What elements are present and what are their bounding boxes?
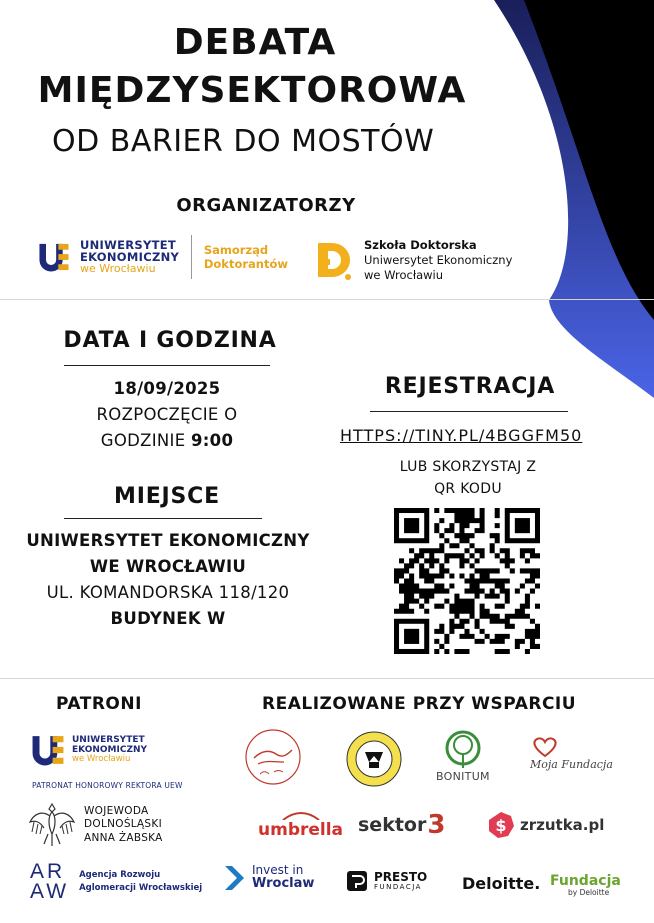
patrons-heading: PATRONI [56, 694, 142, 714]
zrzutka-text: zrzutka.pl [520, 816, 605, 834]
samorzad-line-2: Doktorantów [203, 257, 288, 271]
svg-text:$: $ [495, 816, 507, 835]
araw-mark-top: AR [30, 860, 66, 883]
sektor3-logo [358, 810, 445, 840]
patron-ue-3: we Wrocławiu [72, 753, 131, 764]
moja-fundacja-logo [530, 736, 613, 771]
presto-icon [346, 870, 368, 892]
presto-logo [346, 870, 427, 892]
zrzutka-icon [486, 810, 516, 840]
ue-logo [38, 234, 288, 280]
araw-mark-bottom: AW [30, 880, 70, 903]
fundacja-text: Fundacja [550, 873, 621, 889]
bonitum-logo [436, 730, 490, 783]
patron-ue-2: EKONOMICZNY [72, 744, 148, 755]
date-underline [64, 365, 270, 366]
sd-line-3: we Wrocławiu [364, 267, 444, 282]
divider-bottom [0, 678, 654, 679]
sd-mark-icon [314, 239, 354, 281]
title-line-2: MIĘDZYSEKTOROWA [37, 70, 467, 111]
ue-name-3: we Wrocławiu [79, 262, 156, 276]
start-time: 9:00 [190, 431, 234, 450]
heart-icon [530, 736, 560, 758]
patron-ue-caption: PATRONAT HONOROWY REKTORA UEW [32, 781, 183, 790]
place-line-1: UNIWERSYTET EKONOMICZNY [26, 531, 310, 550]
osrodek-polityki-logo [345, 730, 403, 788]
invest-line-2: Wroclaw [252, 876, 315, 892]
sd-line-2: Uniwersytet Ekonomiczny [364, 252, 513, 267]
registration-heading: REJESTRACJA [384, 374, 556, 399]
bonitum-text: BONITUM [436, 770, 490, 783]
registration-link[interactable]: HTTPS://TINY.PL/4BGGFM50 [340, 426, 583, 445]
place-line-3: UL. KOMANDORSKA 118/120 [46, 583, 290, 602]
ue-mark-icon [38, 235, 70, 279]
deloitte-text: Deloitte. [462, 874, 541, 893]
moja-fundacja-text: Moja Fundacja [530, 758, 613, 771]
umbrella-logo [258, 810, 343, 840]
support-heading: REALIZOWANE PRZY WSPARCIU [262, 694, 577, 714]
place-line-2: WE WROCŁAWIU [89, 557, 247, 576]
registration-alt-1: LUB SKORZYSTAJ Z [399, 459, 537, 475]
eagle-emblem-icon [28, 800, 76, 850]
sd-line-1: Szkoła Doktorska [364, 238, 477, 252]
wojewoda-line-1: WOJEWODA [84, 804, 149, 817]
umbrella-arc-icon [281, 810, 321, 820]
patron-ue-mark-icon [30, 733, 66, 767]
deloitte-logo [462, 874, 540, 893]
sektor-number: 3 [427, 810, 446, 840]
araw-line-1: Agencja Rozwoju [79, 870, 161, 881]
place-heading: MIEJSCE [114, 484, 220, 509]
subtitle: OD BARIER DO MOSTÓW [52, 124, 435, 159]
event-date: 18/09/2025 [113, 379, 221, 398]
presto-line-1: PRESTO [374, 870, 428, 885]
start-line-1: ROZPOCZĘCIE O [96, 405, 238, 424]
registration-alt-2: QR KODU [434, 481, 502, 497]
invest-line-1: Invest in [252, 863, 304, 878]
title-line-1: DEBATA [173, 22, 337, 63]
sektor-text: sektor [358, 814, 427, 836]
wojewoda-logo [28, 800, 163, 850]
invest-in-wroclaw-logo [222, 864, 314, 892]
by-deloitte-text: by Deloitte [568, 888, 610, 897]
place-line-4: BUDYNEK W [110, 609, 226, 628]
zrzutka-logo [486, 810, 604, 840]
bonitum-tree-icon [443, 730, 483, 770]
presto-line-2: FUNDACJA [374, 882, 422, 891]
organizers-heading: ORGANIZATORZY [176, 195, 356, 216]
place-underline [64, 518, 262, 519]
ue-name-2: EKONOMICZNY [79, 250, 180, 265]
qr-code[interactable] [394, 508, 540, 654]
chevron-arrow-icon [222, 864, 248, 892]
wojewoda-line-3: ANNA ŻABSKA [84, 831, 163, 844]
samorzad-line-1: Samorząd [203, 242, 269, 257]
umbrella-text: umbrella [258, 820, 344, 840]
registration-underline [370, 411, 568, 412]
start-line-2: GODZINIE [100, 431, 186, 450]
wojewoda-line-2: DOLNOŚLĄSKI [84, 818, 162, 831]
logo-divider [191, 235, 192, 279]
divider-top [0, 299, 654, 300]
ue-name-1: UNIWERSYTET [79, 238, 177, 253]
date-heading: DATA I GODZINA [63, 328, 277, 353]
szkola-doktorska-logo [314, 238, 512, 283]
patron-ue-1: UNIWERSYTET [72, 735, 145, 746]
patron-ue-logo [30, 732, 147, 768]
araw-line-2: Aglomeracji Wrocławskiej [79, 883, 203, 893]
solo-grato-logo [244, 728, 302, 786]
fundacja-deloitte-logo [550, 874, 621, 897]
araw-logo [30, 862, 202, 902]
